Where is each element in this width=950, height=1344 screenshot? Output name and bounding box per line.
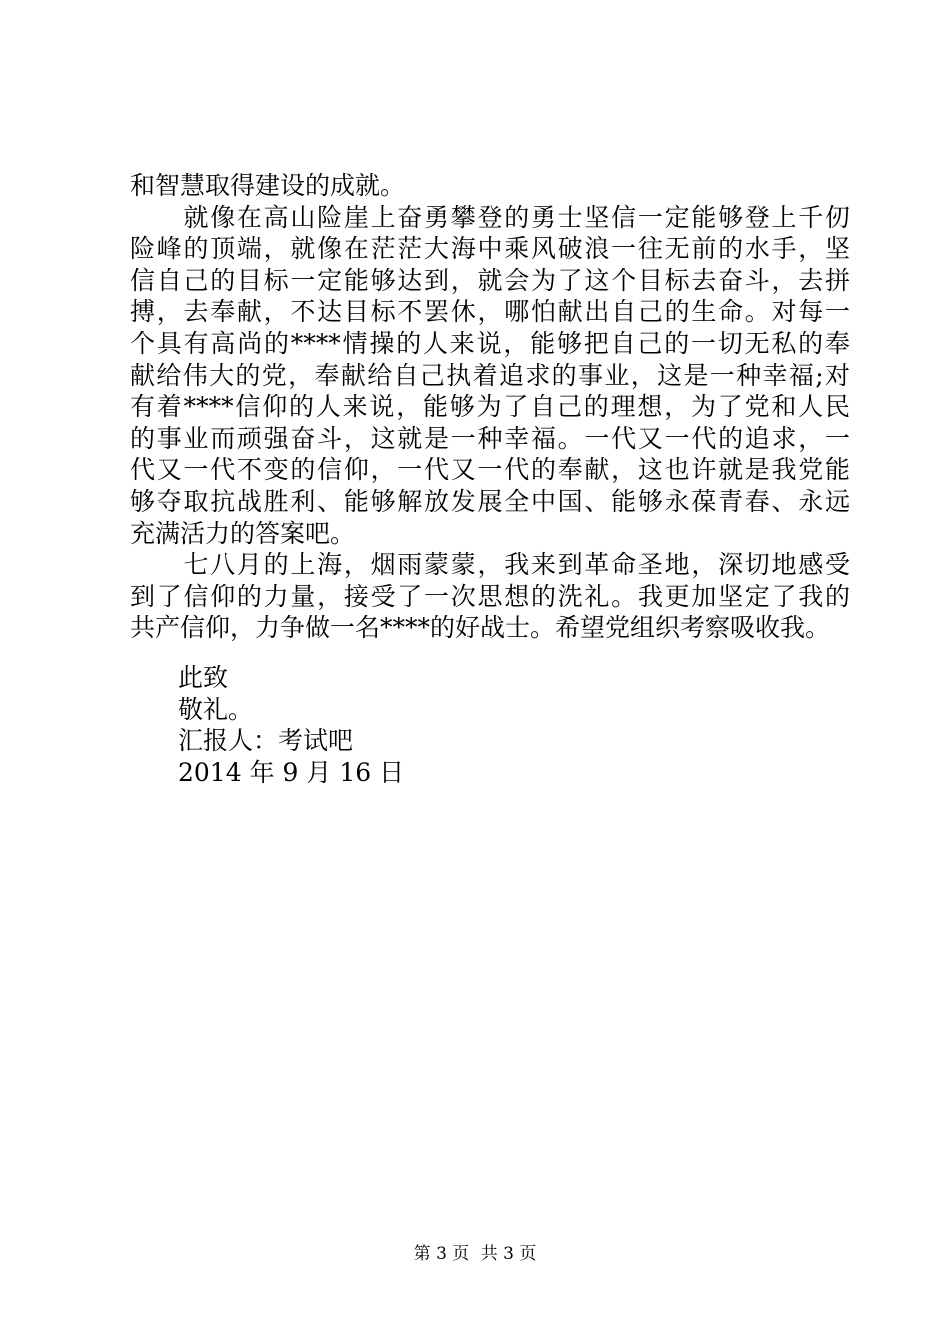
regards: 敬礼。: [178, 694, 254, 724]
closing-block: [178, 662, 404, 788]
text-line: 代又一代不变的信仰，一代又一代的奉献，这也许就是我党能: [130, 455, 850, 485]
text-line: 够夺取抗战胜利、能够解放发展全中国、能够永葆青春、永远: [130, 486, 850, 516]
page-total: 共 3 页: [480, 1244, 537, 1264]
text-line: 共产信仰，力争做一名****的好战士。希望党组织考察吸收我。: [130, 613, 831, 643]
salutation: 此致: [178, 663, 229, 692]
page-number: 第 3 页: [413, 1244, 470, 1264]
text-line: 到了信仰的力量，接受了一次思想的洗礼。我更加坚定了我的: [130, 581, 850, 611]
text-line: 就像在高山险崖上奋勇攀登的勇士坚信一定能够登上千仞: [130, 202, 850, 232]
text-line: 的事业而顽强奋斗，这就是一种幸福。一代又一代的追求，一: [130, 423, 850, 453]
text-line: 搏，去奉献，不达目标不罢休，哪怕献出自己的生命。对每一: [130, 297, 850, 327]
reporter-signature: 汇报人：考试吧: [178, 726, 354, 756]
text-line: 和智慧取得建设的成就。: [130, 171, 406, 200]
text-line: 险峰的顶端，就像在茫茫大海中乘风破浪一往无前的水手，坚: [130, 234, 850, 264]
text-line: 七八月的上海，烟雨蒙蒙，我来到革命圣地，深切地感受: [130, 550, 850, 580]
text-line: 个具有高尚的****情操的人来说，能够把自己的一切无私的奉: [130, 328, 850, 358]
report-date: 2014 年 9 月 16 日: [178, 757, 405, 787]
text-line: 充满活力的答案吧。: [130, 518, 356, 548]
text-line: 信自己的目标一定能够达到，就会为了这个目标去奋斗，去拼: [130, 265, 850, 295]
text-line: 献给伟大的党，奉献给自己执着追求的事业，这是一种幸福;对: [130, 360, 850, 390]
body-text: [130, 170, 850, 644]
text-line: 有着****信仰的人来说，能够为了自己的理想，为了党和人民: [130, 392, 850, 422]
page-footer: [0, 1242, 950, 1266]
